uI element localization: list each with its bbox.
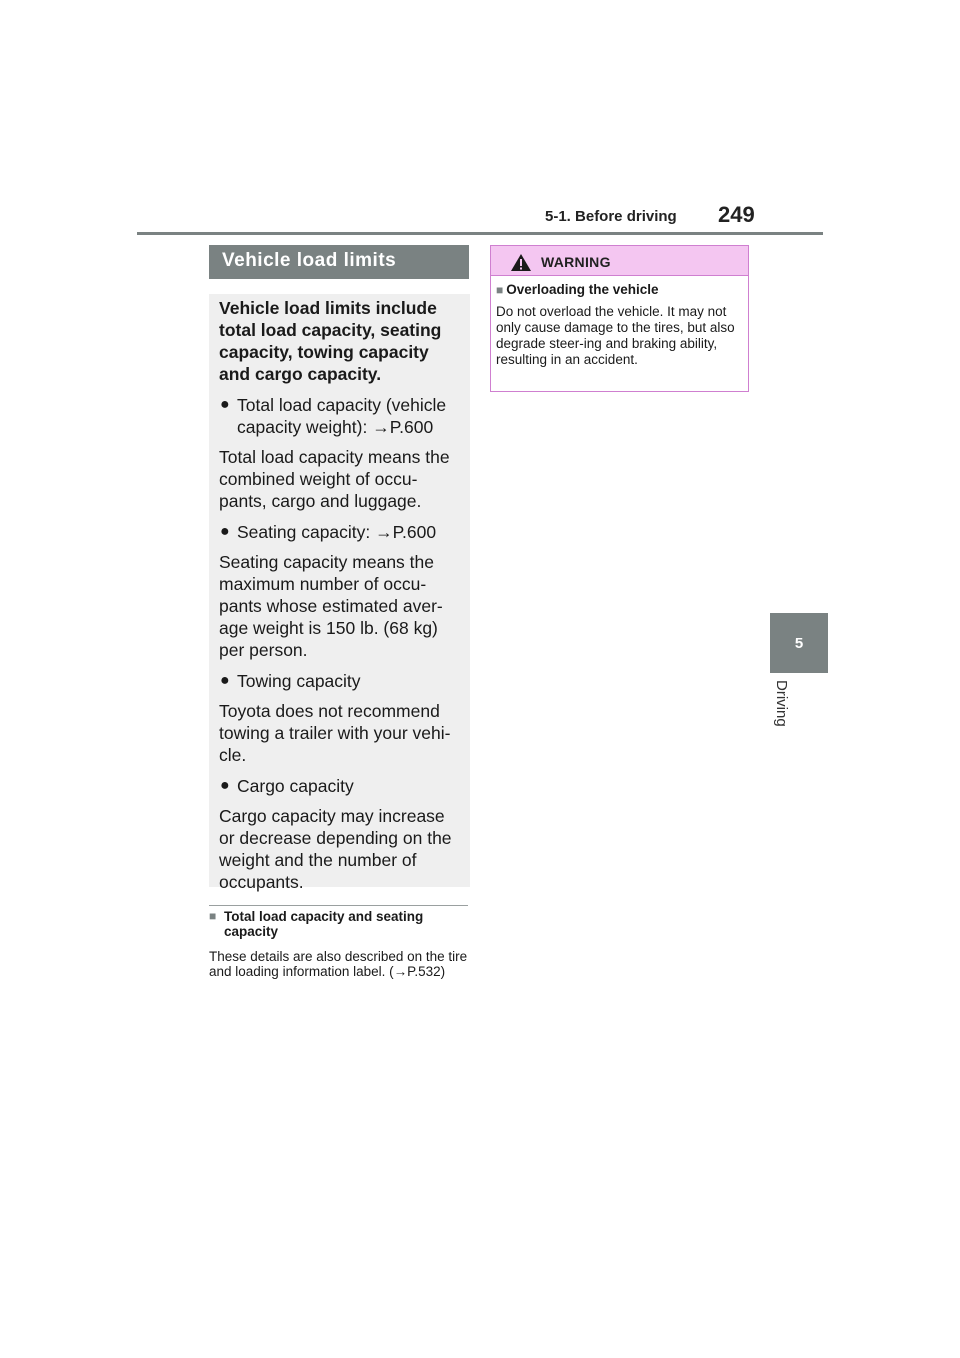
bullet-icon: ● [220, 672, 230, 689]
list-item-description: Cargo capacity may increase or decrease depending on the weight and the number of occupants. [219, 806, 452, 892]
warning-header [491, 246, 748, 276]
note-body: These details are also described on the tire and loading information label. (→P.532) [209, 949, 468, 979]
section-heading-bar [209, 245, 469, 279]
page-number: 249 [718, 202, 755, 227]
bullet-icon: ● [220, 396, 230, 413]
list-item-description: Total load capacity means the combined weight of occu-pants, cargo and luggage. [219, 447, 450, 511]
list-item-label: Towing capacity [237, 671, 361, 691]
square-marker-icon: ■ [496, 283, 504, 297]
list-item [219, 670, 460, 692]
list-item [219, 775, 460, 797]
square-marker-icon: ■ [209, 909, 217, 923]
list-item-description: Toyota does not recommend towing a trailer with your vehi-cle. [219, 701, 451, 765]
chapter-tab [770, 613, 828, 673]
list-item [219, 521, 460, 543]
warning-triangle-icon [510, 253, 532, 272]
chapter-label: Driving [773, 680, 790, 727]
note-divider [209, 905, 468, 906]
note-heading [209, 909, 471, 939]
warning-body: Do not overload the vehicle. It may not only cause damage to the tires, but also degrade steer-ing and braking ability, resulting in an accident. [496, 304, 735, 367]
summary-intro: Vehicle load limits include total load capacity, seating capacity, towing capacity and cargo capacity. [219, 298, 442, 384]
warning-subheading [496, 282, 659, 297]
warning-box [490, 245, 749, 392]
section-heading: Vehicle load limits [222, 250, 397, 271]
list-item [219, 394, 460, 438]
list-item-label: Seating capacity: →P.600 [237, 522, 437, 542]
bullet-icon: ● [220, 777, 230, 794]
list-item-description: Seating capacity means the maximum number of occu-pants whose estimated aver-age weight is 150 lb. (68 kg) per person. [219, 552, 443, 660]
chapter-label-wrap [770, 680, 790, 760]
summary-box [209, 294, 470, 892]
list-item-label: Total load capacity (vehicle capacity weight): →P.600 [237, 395, 447, 437]
list-item-label: Cargo capacity [237, 776, 354, 796]
note-heading-text: Total load capacity and seating capacity [224, 909, 424, 939]
bullet-icon: ● [220, 523, 230, 540]
section-title: 5-1. Before driving [545, 208, 677, 225]
warning-title: WARNING [541, 254, 611, 270]
chapter-number: 5 [794, 634, 804, 652]
header-rule [137, 232, 823, 235]
warning-subheading-text: Overloading the vehicle [506, 282, 659, 297]
